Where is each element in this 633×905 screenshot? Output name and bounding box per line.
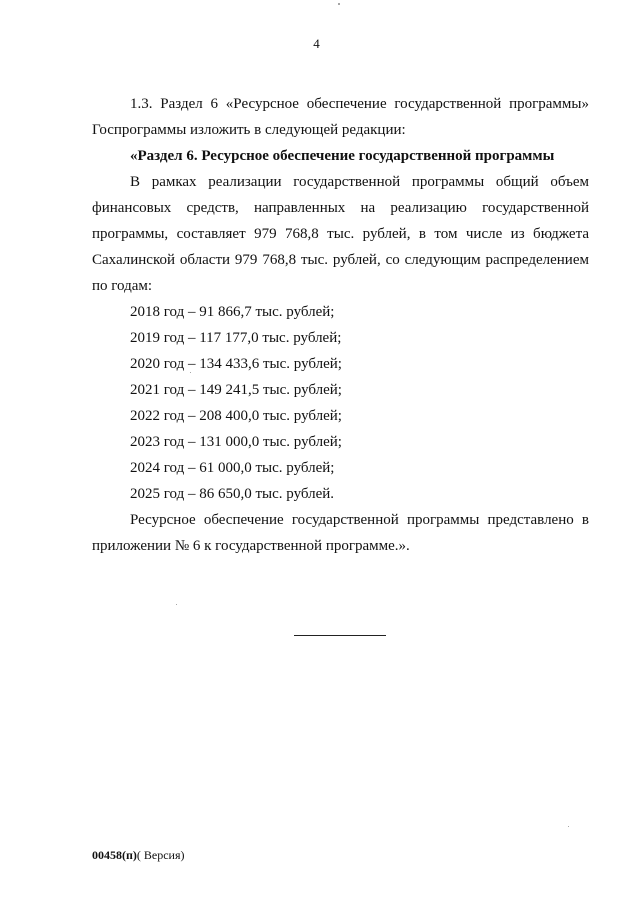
scan-speck: [190, 372, 191, 373]
scan-speck: [176, 604, 177, 605]
year-allocation-list: [92, 299, 589, 507]
section-body: [92, 91, 589, 559]
year-allocation-item: 2018 год – 91 866,7 тыс. рублей;: [130, 304, 335, 320]
separator-line: [294, 635, 386, 636]
document-code: 00458(п): [92, 848, 137, 862]
intro-paragraph: 1.3. Раздел 6 «Ресурсное обеспечение государственной программы» Госпрограммы изложить в следующей редакции:: [92, 96, 589, 138]
year-allocation-item: 2022 год – 208 400,0 тыс. рублей;: [130, 408, 342, 424]
scan-speck: [338, 3, 340, 5]
year-allocation-item: 2025 год – 86 650,0 тыс. рублей.: [130, 486, 335, 502]
page-number: 4: [313, 36, 320, 51]
body-paragraph: В рамках реализации государственной программы общий объем финансовых средств, направленных на реализацию государственной программы, составляет 979 768,8 тыс. рублей, в том числе из бюджета Сахалинской области 979 768,8 тыс. рублей, со следующим распределением по годам:: [92, 174, 589, 294]
document-footer: [92, 848, 185, 863]
scan-speck: [568, 826, 569, 827]
year-allocation-item: 2024 год – 61 000,0 тыс. рублей;: [130, 460, 335, 476]
year-allocation-item: 2020 год – 134 433,6 тыс. рублей;: [130, 356, 342, 372]
year-allocation-item: 2019 год – 117 177,0 тыс. рублей;: [130, 330, 342, 346]
document-version: ( Версия): [136, 848, 185, 862]
closing-paragraph: Ресурсное обеспечение государственной программы представлено в приложении № 6 к государственной программе.».: [92, 512, 589, 554]
year-allocation-item: 2021 год – 149 241,5 тыс. рублей;: [130, 382, 342, 398]
section-heading: «Раздел 6. Ресурсное обеспечение государственной программы: [130, 148, 555, 164]
year-allocation-item: 2023 год – 131 000,0 тыс. рублей;: [130, 434, 342, 450]
